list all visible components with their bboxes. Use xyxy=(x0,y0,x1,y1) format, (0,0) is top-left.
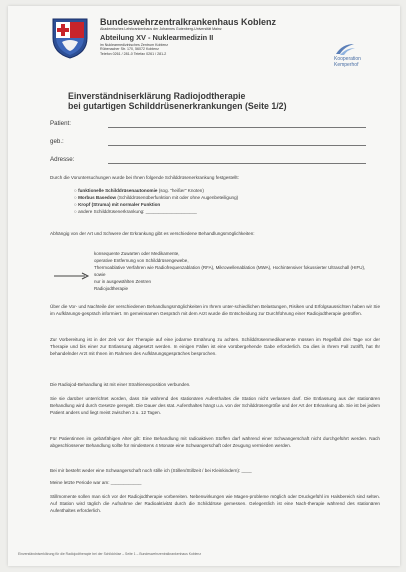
info-paragraph: Über die Vor- und Nachteile der verschiedenen Behandlungsmöglichkeiten im Ihrem unter-schiedlichen Belastungen, Risiken und Erfolgsaussichten haben wir Sie im Aufklärungs-gespräch informiert. Im gemeinsamen Gespräch mit dem Arzt wurde die Entscheidung zur Durchführung einer Radiojodtherapie getroffen. xyxy=(50,304,380,316)
diagnosis-item[interactable]: ○ Morbus Basedow (Schilddrüsenüberfunktion mit oder ohne Augenbeteiligung) xyxy=(74,195,239,201)
diagnosis-list xyxy=(74,187,374,215)
letterhead-address-line: im Nuklearmedizinisches Zentrum Koblenz xyxy=(100,42,169,47)
birthdate-field[interactable] xyxy=(50,138,370,145)
arrow-right-icon xyxy=(52,271,90,281)
form-title-line-1: Einverständniserklärung Radiojodtherapie xyxy=(68,91,246,101)
therapy-intro-text: Abhängig von der Art und Schwere der Erkrankung gibt es verschiedene Behandlungsmöglichkeiten: xyxy=(50,231,255,236)
form-title xyxy=(68,92,388,112)
last-period-field[interactable]: Meine letzte Periode war am: ____________ xyxy=(50,480,142,485)
hospital-name: Bundeswehrzentralkrankenhaus Koblenz xyxy=(100,17,277,27)
therapy-item: Radiojodtherapie xyxy=(94,285,129,291)
diagnosis-item[interactable]: ○ funktionelle Schilddrüsenautonomie (sog. "heißer" Knoten) xyxy=(74,188,204,193)
diagnosis-name: Kropf (Struma) mit normaler Funktion xyxy=(78,202,161,208)
address-field-line[interactable] xyxy=(108,163,366,164)
diagnosis-note: andere Schilddrüsenerkrankung: ____________________ xyxy=(78,209,197,215)
therapy-item: konsequente Zuwarten oder Medikamente, xyxy=(94,251,180,256)
info-paragraph: Die Radiojod-Behandlung ist mit einer Strahlenexposition verbunden. xyxy=(50,382,191,387)
department-name: Abteilung XV - Nuklearmedizin II xyxy=(100,32,214,42)
info-paragraph: Sie sie darüber unterrichtet worden, dass Sie während des stationären Aufenthaltes die Station nicht verlassen darf. Die Entlassung aus der stationären Behandlung wird durch Gesetze geregelt. Die Dauer des stat. Aufenthaltes hängt u.a. von der Schilddrüsengröße und der Art der Erkrankung ab. Sie ist bei jedem Patient anders und liegt meist zwischen 3 u. 12 Tagen. xyxy=(50,396,380,415)
letterhead-address-line: Telefon 0261 / 281-0 Telefax 0261 / 281-2 xyxy=(100,51,167,56)
info-paragraph: Für Patientinnen im gebärfähigen Alter gilt: Eine Behandlung mit radioaktiven Stoffen darf während einer Schwangerschaft nicht durchgeführt werden. Nach abgeschlossener Behandlung sollte für mindestens 4 Monate eine Schwangerschaft oder Zeugung vermieden werden. xyxy=(50,436,380,448)
info-paragraph: Stillmomente sollen man sich vor der Radiojodtherapie vorbereiten. Nebenwirkungen wie Magen-probleme möglich oder Druckgefühl im Halsbereich sind selten. Auf Station wird täglich die Aufnahme der Radioaktivität durch die Schilddrüse gemessen. Gelegentlich ist eine Nach-therapie während des stationären Aufenthaltes erforderlich. xyxy=(50,494,380,513)
partner-swoosh-icon xyxy=(334,42,356,56)
page-footer: Einverständniserklärung für die Radiojodtherapie bei der Schilddrüse – Seite 1 – Bundeswehrzentralkrankenhaus Koblenz xyxy=(18,552,202,556)
patient-field-label: Patient: xyxy=(50,120,71,127)
diagnosis-note: (sog. "heißer" Knoten) xyxy=(157,188,204,193)
diagnosis-item[interactable]: ○ andere Schilddrüsenerkrankung: ____________________ xyxy=(74,209,197,215)
letterhead xyxy=(100,18,310,56)
info-paragraph: Zur Vorbereitung ist in der Zeit vor der Therapie auf eine jodarme Ernährung zu achten. Schilddrüsenmedikamente müssen im Regelfall drei Tage vor der Therapie und bis einer zur Entlassung abgesetzt werden. In einigen Fällen ist eine vorübergehende Gabe erforderlich. Da dies in Ihrem Fall zutrifft, hat Ihr behandelnder Arzt mit Ihnen im Rahmen des Aufklärungsgespräches besprochen. xyxy=(50,337,380,356)
diagnosis-note: (Schilddrüsenüberfunktion mit oder ohne Augenbeteiligung) xyxy=(116,195,239,201)
partner-label: Kooperation xyxy=(334,56,361,62)
therapy-item: nur in ausgewählten Zentren xyxy=(94,278,152,284)
form-title-line-2: bei gutartigen Schilddrüsenerkrankungen (Seite 1/2) xyxy=(68,100,287,111)
partner-logo xyxy=(334,42,382,68)
address-field[interactable] xyxy=(50,156,370,163)
intro-text: Durch die Voruntersuchungen wurde bei Ihnen folgende Schilddrüsenerkrankung festgestellt: xyxy=(50,175,239,180)
partner-name: Kemperhof xyxy=(334,62,359,68)
patient-field[interactable] xyxy=(50,120,370,127)
diagnosis-item[interactable]: ○ Kropf (Struma) mit normaler Funktion xyxy=(74,202,161,208)
hospital-crest-logo xyxy=(48,16,92,60)
therapy-list xyxy=(94,251,374,293)
therapy-item: Thermoablative Verfahren wie Radiofrequenzablation (RFA), Mikrowellenablation (MWA), Hochintensiver fokussierter Ultraschall (HIFU), sowie xyxy=(94,264,366,277)
letterhead-address-line: Rübenacher Str. 170, 56072 Koblenz xyxy=(100,47,159,52)
consent-form-page xyxy=(8,6,400,566)
birthdate-field-label: geb.: xyxy=(50,138,64,145)
address-field-label: Adresse: xyxy=(50,156,75,163)
letterhead-subtitle-line: Akademisches Lehrkrankenhaus der Johannes Gutenberg-Universität Mainz xyxy=(100,27,222,32)
pregnancy-statement[interactable]: Bei mir besteht weder eine Schwangerschaft noch stille ich (Stillen/Stillzeit / bei Kleinkindern): ____ xyxy=(50,468,252,473)
patient-field-line[interactable] xyxy=(108,127,366,128)
diagnosis-name: Morbus Basedow xyxy=(78,195,117,201)
birthdate-field-line[interactable] xyxy=(108,145,366,146)
diagnosis-name: funktionelle Schilddrüsenautonomie xyxy=(78,188,158,193)
therapy-item: operative Entfernung von Schilddrüsengewebe, xyxy=(94,257,189,263)
